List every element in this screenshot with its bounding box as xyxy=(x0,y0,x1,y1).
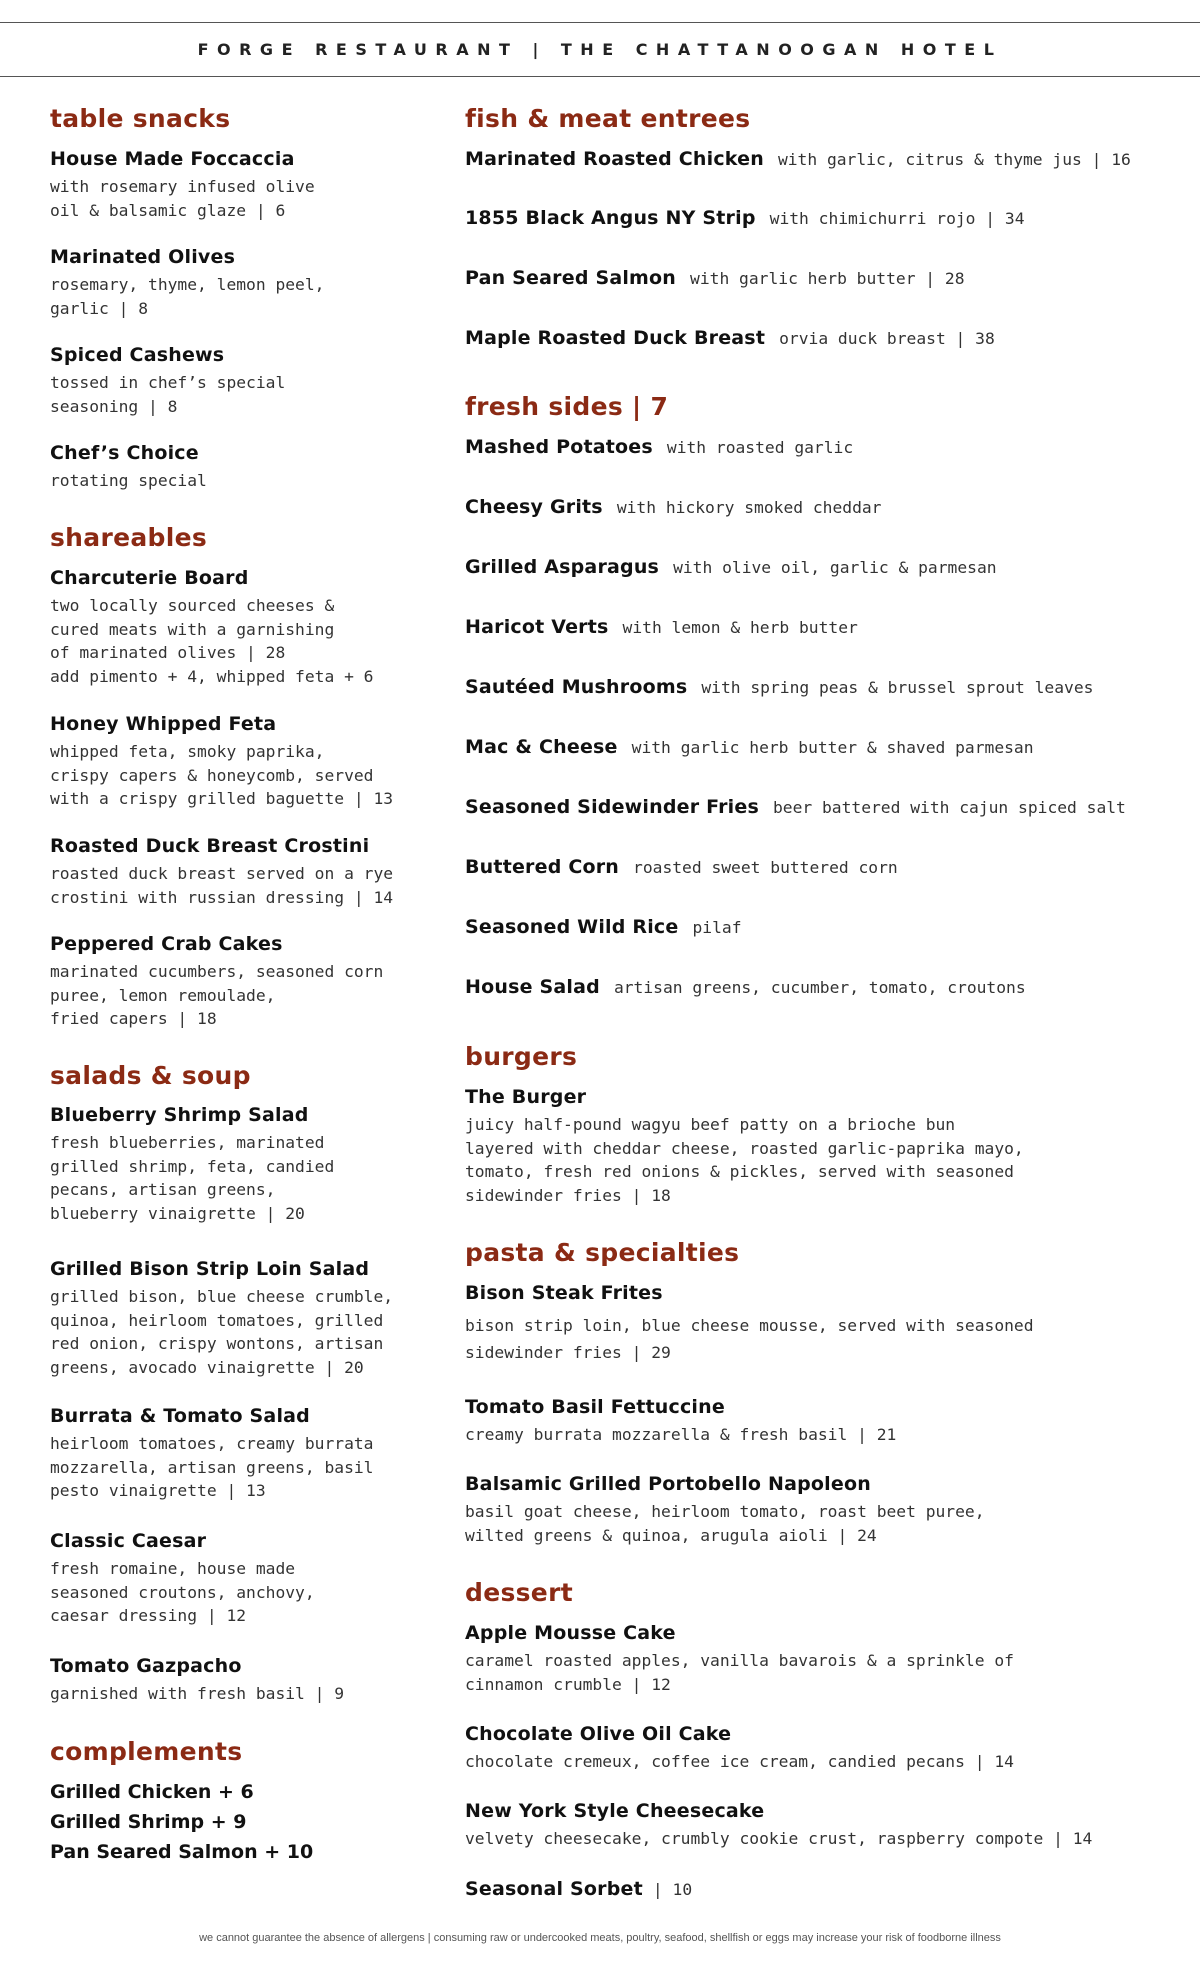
item-name: The Burger xyxy=(465,1086,587,1108)
item-desc xyxy=(50,1557,315,1628)
desc-line: of marinated olives | 28 xyxy=(50,643,286,662)
menu-item xyxy=(465,327,995,349)
menu-item xyxy=(50,835,393,909)
desc-line: wilted greens & quinoa, arugula aioli | 24 xyxy=(465,1525,877,1545)
item-name: House Made Foccaccia xyxy=(50,148,295,170)
item-name: Chef’s Choice xyxy=(50,442,199,464)
menu-item xyxy=(465,148,1131,170)
item-name: Grilled Bison Strip Loin Salad xyxy=(50,1258,370,1280)
menu-item xyxy=(465,796,1126,818)
complement-item: Grilled Chicken + 6 xyxy=(50,1781,254,1803)
desc-line: basil goat cheese, heirloom tomato, roast beet puree, xyxy=(465,1502,985,1521)
item-desc xyxy=(50,1682,344,1706)
desc-line: roasted duck breast served on a rye xyxy=(50,864,394,883)
item-desc: pilaf xyxy=(692,918,742,937)
item-name: Balsamic Grilled Portobello Napoleon xyxy=(465,1473,871,1495)
desc-line: two locally sourced cheeses & xyxy=(50,596,335,615)
desc-line: rosemary, thyme, lemon peel, xyxy=(50,275,325,294)
menu-item xyxy=(465,1086,1024,1207)
item-desc xyxy=(50,862,393,909)
menu-item xyxy=(50,246,324,320)
section-title-complements: complements xyxy=(50,1737,243,1766)
desc-line: grilled bison, blue cheese crumble, xyxy=(50,1287,394,1306)
item-desc: roasted sweet buttered corn xyxy=(633,858,898,877)
item-name: Tomato Basil Fettuccine xyxy=(465,1396,725,1418)
item-name: House Salad xyxy=(465,976,600,998)
desc-line: grilled shrimp, feta, candied xyxy=(50,1156,335,1176)
desc-line: add pimento + 4, whipped feta + 6 xyxy=(50,666,374,686)
menu-item xyxy=(465,676,1093,698)
desc-line: puree, lemon remoulade, xyxy=(50,985,276,1005)
item-desc: with lemon & herb butter xyxy=(622,618,858,637)
menu-item xyxy=(465,976,1026,998)
desc-line: cinnamon crumble | 12 xyxy=(465,1674,671,1694)
item-desc: | 10 xyxy=(652,1880,693,1899)
item-name: Bison Steak Frites xyxy=(465,1282,663,1304)
desc-line: fried capers | 18 xyxy=(50,1009,217,1028)
item-desc: orvia duck breast | 38 xyxy=(779,329,995,348)
item-desc xyxy=(465,1312,1034,1366)
menu-item xyxy=(465,496,882,518)
item-desc: with garlic herb butter | 28 xyxy=(690,269,965,288)
desc-line: garnished with fresh basil | 9 xyxy=(50,1684,345,1703)
desc-line: chocolate cremeux, coffee ice cream, candied pecans | 14 xyxy=(465,1752,1014,1771)
desc-line: tossed in chef’s special xyxy=(50,373,286,392)
desc-line: bison strip loin, blue cheese mousse, served with seasoned xyxy=(465,1316,1034,1335)
item-name: Spiced Cashews xyxy=(50,344,225,366)
menu-item xyxy=(50,713,393,811)
menu-item xyxy=(465,1800,1092,1851)
item-name: Mac & Cheese xyxy=(465,736,618,758)
desc-line: velvety cheesecake, crumbly cookie crust, raspberry compote | 14 xyxy=(465,1829,1093,1848)
item-desc xyxy=(50,1285,393,1379)
item-name: Mashed Potatoes xyxy=(465,436,653,458)
item-name: Seasoned Wild Rice xyxy=(465,916,679,938)
complement-item: Pan Seared Salmon + 10 xyxy=(50,1841,314,1863)
desc-line: fresh blueberries, marinated xyxy=(50,1133,325,1152)
item-desc xyxy=(465,1827,1092,1851)
desc-line: with a crispy grilled baguette | 13 xyxy=(50,789,394,808)
desc-line: heirloom tomatoes, creamy burrata xyxy=(50,1434,374,1453)
desc-line: red onion, crispy wontons, artisan xyxy=(50,1334,384,1353)
item-name: Classic Caesar xyxy=(50,1530,207,1552)
desc-line: caramel roasted apples, vanilla bavarois & a sprinkle of xyxy=(465,1651,1014,1670)
menu-item xyxy=(465,1878,692,1900)
desc-line: cured meats with a garnishing xyxy=(50,619,335,639)
item-name: Cheesy Grits xyxy=(465,496,603,518)
desc-line: crispy capers & honeycomb, served xyxy=(50,765,374,785)
item-desc xyxy=(50,960,383,1031)
desc-line: marinated cucumbers, seasoned corn xyxy=(50,962,384,981)
menu-item xyxy=(50,1405,373,1503)
page-title: FORGE RESTAURANT | THE CHATTANOOGAN HOTEL xyxy=(197,40,1003,59)
item-desc xyxy=(465,1750,1014,1774)
item-name: Seasonal Sorbet xyxy=(465,1878,643,1900)
item-name: Burrata & Tomato Salad xyxy=(50,1405,310,1427)
menu-item xyxy=(465,916,742,938)
menu-item xyxy=(50,1530,315,1628)
item-desc: with spring peas & brussel sprout leaves xyxy=(701,678,1094,697)
desc-line: creamy burrata mozzarella & fresh basil | 21 xyxy=(465,1425,897,1444)
desc-line: mozzarella, artisan greens, basil xyxy=(50,1457,374,1477)
item-name: Honey Whipped Feta xyxy=(50,713,277,735)
menu-item xyxy=(465,1282,1034,1366)
item-name: 1855 Black Angus NY Strip xyxy=(465,207,756,229)
item-desc: with hickory smoked cheddar xyxy=(616,498,882,517)
item-desc: with garlic, citrus & thyme jus | 16 xyxy=(777,150,1131,169)
item-desc: with chimichurri rojo | 34 xyxy=(769,209,1025,228)
complement-item: Grilled Shrimp + 9 xyxy=(50,1811,247,1833)
item-name: Marinated Olives xyxy=(50,246,236,268)
menu-item xyxy=(465,1622,1014,1696)
page-header xyxy=(0,22,1200,77)
desc-line: oil & balsamic glaze | 6 xyxy=(50,200,286,220)
desc-line: sidewinder fries | 18 xyxy=(465,1185,671,1205)
item-name: Tomato Gazpacho xyxy=(50,1655,242,1677)
item-desc: artisan greens, cucumber, tomato, croutons xyxy=(613,978,1026,997)
item-name: Charcuterie Board xyxy=(50,567,249,589)
desc-line: juicy half-pound wagyu beef patty on a brioche bun xyxy=(465,1115,956,1134)
menu-item xyxy=(465,616,858,638)
item-name: Maple Roasted Duck Breast xyxy=(465,327,766,349)
item-desc: with olive oil, garlic & parmesan xyxy=(673,558,997,577)
item-name: Pan Seared Salmon xyxy=(465,267,677,289)
menu-item xyxy=(50,344,285,418)
item-name: Haricot Verts xyxy=(465,616,609,638)
menu-item xyxy=(465,436,853,458)
desc-line: quinoa, heirloom tomatoes, grilled xyxy=(50,1310,384,1330)
menu-item xyxy=(465,1396,896,1447)
desc-line: seasoned croutons, anchovy, xyxy=(50,1582,315,1602)
menu-item xyxy=(50,1655,344,1706)
item-desc xyxy=(50,1131,334,1225)
item-desc xyxy=(50,740,393,811)
item-desc xyxy=(465,1113,1024,1207)
section-title-entrees: fish & meat entrees xyxy=(465,104,751,133)
item-name: Marinated Roasted Chicken xyxy=(465,148,764,170)
menu-item xyxy=(50,148,315,222)
menu-item xyxy=(465,1473,985,1547)
allergen-disclaimer: we cannot guarantee the absence of allergens | consuming raw or undercooked meats, poultry, seafood, shellfish or eggs may increase your risk of foodborne illness xyxy=(199,1932,1001,1944)
desc-line: with rosemary infused olive xyxy=(50,177,315,196)
desc-line: pecans, artisan greens, xyxy=(50,1180,276,1199)
menu-item xyxy=(465,1723,1014,1774)
item-name: Apple Mousse Cake xyxy=(465,1622,676,1644)
section-title-salads-soup: salads & soup xyxy=(50,1061,251,1090)
item-desc: beer battered with cajun spiced salt xyxy=(772,798,1126,817)
section-title-fresh-sides: fresh sides | 7 xyxy=(465,392,669,421)
desc-line: tomato, fresh red onions & pickles, served with seasoned xyxy=(465,1162,1014,1181)
item-desc xyxy=(50,371,285,418)
desc-line: layered with cheddar cheese, roasted garlic-paprika mayo, xyxy=(465,1138,1024,1158)
desc-line: blueberry vinaigrette | 20 xyxy=(50,1203,305,1223)
item-name: Chocolate Olive Oil Cake xyxy=(465,1723,732,1745)
menu-item xyxy=(50,1104,334,1225)
menu-item xyxy=(465,856,898,878)
menu-item xyxy=(50,442,207,493)
item-desc xyxy=(50,469,207,493)
item-name: Roasted Duck Breast Crostini xyxy=(50,835,370,857)
desc-line: greens, avocado vinaigrette | 20 xyxy=(50,1357,364,1377)
menu-item xyxy=(465,267,965,289)
menu-item xyxy=(50,567,373,688)
menu-item xyxy=(465,207,1025,229)
desc-line: pesto vinaigrette | 13 xyxy=(50,1481,266,1500)
section-title-table-snacks: table snacks xyxy=(50,104,231,133)
desc-line: crostini with russian dressing | 14 xyxy=(50,887,394,907)
menu-item xyxy=(50,933,383,1031)
menu-item xyxy=(50,1258,393,1379)
menu-item xyxy=(465,736,1034,758)
menu-item xyxy=(465,556,997,578)
item-desc xyxy=(50,594,373,688)
item-desc xyxy=(50,1432,373,1503)
desc-line: sidewinder fries | 29 xyxy=(465,1343,671,1362)
desc-line: whipped feta, smoky paprika, xyxy=(50,742,325,761)
desc-line: garlic | 8 xyxy=(50,298,149,318)
section-title-burgers: burgers xyxy=(465,1042,578,1071)
desc-line: seasoning | 8 xyxy=(50,396,178,416)
item-desc xyxy=(465,1423,896,1447)
section-title-pasta-specialties: pasta & specialties xyxy=(465,1238,740,1267)
item-name: Grilled Asparagus xyxy=(465,556,660,578)
item-name: Blueberry Shrimp Salad xyxy=(50,1104,309,1126)
item-name: Buttered Corn xyxy=(465,856,620,878)
desc-line: caesar dressing | 12 xyxy=(50,1606,247,1625)
item-desc xyxy=(50,175,315,222)
item-name: New York Style Cheesecake xyxy=(465,1800,765,1822)
item-desc: with garlic herb butter & shaved parmesan xyxy=(631,738,1034,757)
item-name: Peppered Crab Cakes xyxy=(50,933,283,955)
item-desc: with roasted garlic xyxy=(666,438,854,457)
item-desc xyxy=(50,273,324,320)
desc-line: rotating special xyxy=(50,471,207,490)
item-name: Sautéed Mushrooms xyxy=(465,676,688,698)
section-title-shareables: shareables xyxy=(50,523,208,552)
item-desc xyxy=(465,1649,1014,1696)
section-title-dessert: dessert xyxy=(465,1578,573,1607)
item-name: Seasoned Sidewinder Fries xyxy=(465,796,759,818)
desc-line: fresh romaine, house made xyxy=(50,1559,296,1578)
item-desc xyxy=(465,1500,985,1547)
